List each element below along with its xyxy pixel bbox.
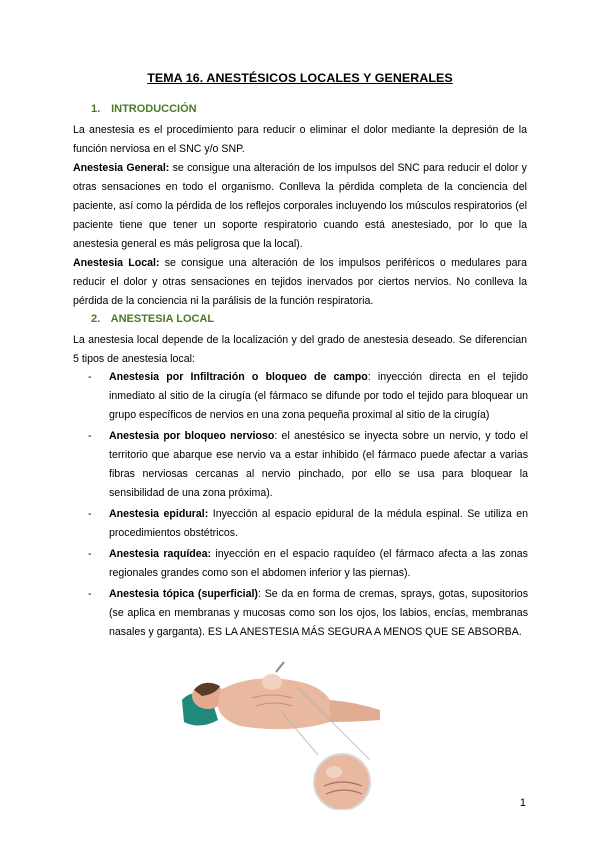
- list-dash: -: [88, 371, 92, 383]
- list-item-text: : el anestésico se inyecta sobre un nervio, y todo el territorio que abarque ese nervio va a estar inhibido (el fármaco puede afectar a varias fibras nerviosas cercanas al nervio pinchado, por ello se usa para bloquear la sensibilidad de una zona próxima).: [109, 430, 529, 499]
- list-item: [88, 427, 528, 503]
- list-dash: -: [88, 588, 92, 600]
- page-number: 1: [519, 797, 526, 809]
- list-item-label: Anestesia tópica (superficial): [109, 588, 258, 600]
- list-item-text: Inyección al espacio epidural de la médula espinal. Se utiliza en procedimientos obstétricos.: [109, 508, 528, 539]
- hand-shape: [262, 674, 282, 690]
- section-title: ANESTESIA LOCAL: [110, 313, 215, 325]
- list-item: [88, 545, 528, 583]
- list-item-label: Anestesia por bloqueo nervioso: [109, 430, 275, 442]
- local-types-list: [88, 368, 528, 644]
- list-item-label: Anestesia epidural:: [109, 508, 209, 520]
- zoom-hand: [326, 766, 342, 778]
- syringe-shape: [276, 662, 284, 672]
- intro-paragraph: La anestesia es el procedimiento para reducir o eliminar el dolor mediante la depresión de la función nerviosa en el SNC y/o SNP.: [73, 124, 527, 155]
- list-item-label: Anestesia raquídea:: [109, 548, 212, 560]
- list-dash: -: [88, 508, 92, 520]
- patient-legs: [330, 700, 380, 722]
- general-anesthesia-label: Anestesia General:: [73, 162, 170, 174]
- list-item-label: Anestesia por Infiltración o bloqueo de campo: [109, 371, 368, 383]
- section-number: 2.: [91, 313, 101, 325]
- list-item-text: inyección en el espacio raquídeo (el fármaco afecta a las zonas regionales grandes como son el abdomen inferior y las piernas).: [109, 548, 528, 579]
- local-anesthesia-paragraph: [73, 254, 527, 311]
- local-anesthesia-text: se consigue una alteración de los impulsos periféricos o medulares para reducir el dolor y otras sensaciones en tejidos inervados por ciertos nervios. No conlleva la pérdida de la conciencia ni la parálisis de la función respiratoria.: [73, 257, 527, 307]
- local-intro-paragraph: La anestesia local depende de la localización y del grado de anestesia deseado. Se diferencian 5 tipos de anestesia local:: [73, 334, 527, 365]
- section-title: INTRODUCCIÓN: [111, 103, 197, 115]
- local-anesthesia-label: Anestesia Local:: [73, 257, 160, 269]
- list-item-text: : inyección directa en el tejido inmediato al sitio de la cirugía (el fármaco se difunde por todo el tejido para bloquear un grupo específicos de nervios en una zona pequeña proximal al sitio de la cirugía): [109, 371, 528, 421]
- list-dash: -: [88, 548, 92, 560]
- list-item: [88, 585, 528, 642]
- section-number: 1.: [91, 103, 101, 115]
- general-anesthesia-paragraph: [73, 159, 527, 254]
- list-dash: -: [88, 430, 92, 442]
- section-heading-anestesia-local: [91, 313, 214, 325]
- list-item: [88, 368, 528, 425]
- list-item-text: : Se da en forma de cremas, sprays, gotas, supositorios (se aplica en membranas y mucosas como son los ojos, los labios, encías, membranas nasales y garganta). ES LA ANESTESIA MÁS SEGURA A MENOS QUE SE ABSORBA.: [109, 588, 528, 638]
- page-title: TEMA 16. ANESTÉSICOS LOCALES Y GENERALES: [147, 71, 453, 85]
- section-heading-introduccion: [91, 103, 197, 115]
- general-anesthesia-text: se consigue una alteración de los impulsos del SNC para reducir el dolor y otras sensaciones en todo el organismo. Conlleva la pérdida completa de la conciencia del paciente, así como la pérdida de los reflejos corporales incluyendo los músculos respiratorios (el paciente tiene que tener un soporte respiratorio cuando está anestesiado, por lo que la anestesia general es más peligrosa que la local).: [73, 162, 527, 250]
- list-item: [88, 505, 528, 543]
- anesthesia-illustration: [180, 660, 390, 810]
